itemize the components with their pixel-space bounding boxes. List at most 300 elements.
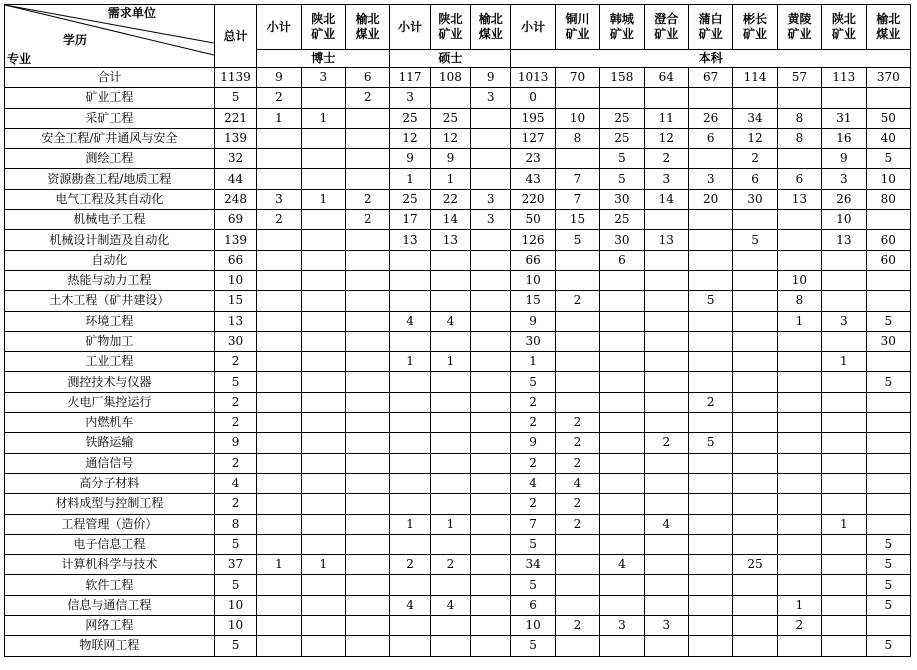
table-cell	[777, 230, 821, 250]
table-cell: 2	[555, 616, 599, 636]
table-cell: 1	[390, 352, 430, 372]
table-cell: 7	[555, 189, 599, 209]
row-major-name: 火电厂集控运行	[5, 392, 215, 412]
table-cell	[430, 413, 470, 433]
table-cell	[555, 575, 599, 595]
table-cell: 13	[390, 230, 430, 250]
table-cell	[257, 291, 301, 311]
table-cell: 1	[430, 352, 470, 372]
table-row	[5, 250, 911, 270]
table-cell: 5	[866, 372, 910, 392]
table-row	[5, 433, 911, 453]
table-cell	[471, 555, 511, 575]
header-group-1: 硕士	[390, 50, 511, 68]
table-cell	[822, 372, 866, 392]
table-cell	[866, 270, 910, 290]
table-cell	[866, 413, 910, 433]
table-cell: 50	[511, 210, 555, 230]
table-cell	[866, 453, 910, 473]
header-col-5: 榆北 煤业	[471, 5, 511, 50]
table-cell: 25	[390, 189, 430, 209]
table-cell: 30	[600, 230, 644, 250]
table-cell: 3	[471, 210, 511, 230]
table-cell	[644, 595, 688, 615]
table-cell	[555, 270, 599, 290]
table-cell	[390, 494, 430, 514]
table-cell: 1	[390, 514, 430, 534]
row-major-name: 机械电子工程	[5, 210, 215, 230]
table-cell	[555, 372, 599, 392]
table-cell	[688, 636, 732, 656]
table-cell: 34	[733, 108, 777, 128]
row-total: 2	[214, 413, 256, 433]
table-cell	[866, 433, 910, 453]
table-cell	[644, 311, 688, 331]
table-cell	[257, 413, 301, 433]
row-major-name: 自动化	[5, 250, 215, 270]
table-cell: 4	[430, 311, 470, 331]
row-total: 5	[214, 636, 256, 656]
table-cell	[688, 575, 732, 595]
table-cell: 4	[430, 595, 470, 615]
table-cell: 13	[430, 230, 470, 250]
table-cell: 25	[600, 108, 644, 128]
row-total: 139	[214, 128, 256, 148]
table-cell	[430, 616, 470, 636]
row-major-name: 计算机科学与技术	[5, 555, 215, 575]
table-cell	[733, 372, 777, 392]
table-cell: 4	[555, 473, 599, 493]
table-row	[5, 473, 911, 493]
table-cell	[688, 88, 732, 108]
row-total: 4	[214, 473, 256, 493]
table-cell	[822, 636, 866, 656]
table-cell: 9	[511, 433, 555, 453]
table-cell	[471, 433, 511, 453]
table-cell: 5	[866, 534, 910, 554]
table-row	[5, 514, 911, 534]
table-cell	[688, 534, 732, 554]
table-cell	[644, 494, 688, 514]
table-cell: 5	[555, 230, 599, 250]
table-cell	[257, 616, 301, 636]
table-cell	[301, 392, 345, 412]
table-cell: 8	[777, 108, 821, 128]
table-cell: 7	[555, 169, 599, 189]
table-cell: 12	[390, 128, 430, 148]
table-cell: 3	[257, 189, 301, 209]
table-cell	[600, 413, 644, 433]
table-cell: 50	[866, 108, 910, 128]
table-cell	[644, 392, 688, 412]
table-cell: 15	[555, 210, 599, 230]
table-cell	[866, 473, 910, 493]
table-cell: 3	[644, 169, 688, 189]
table-cell	[257, 595, 301, 615]
table-cell: 1	[777, 595, 821, 615]
table-cell: 2	[257, 210, 301, 230]
table-cell: 4	[600, 555, 644, 575]
row-total: 30	[214, 331, 256, 351]
header-col-2: 榆北 煤业	[345, 5, 389, 50]
table-cell	[345, 433, 389, 453]
row-total: 221	[214, 108, 256, 128]
table-cell	[822, 616, 866, 636]
row-major-name: 通信信号	[5, 453, 215, 473]
table-cell	[257, 149, 301, 169]
table-cell	[644, 250, 688, 270]
table-cell: 5	[511, 575, 555, 595]
table-cell	[345, 413, 389, 433]
header-total: 总计	[214, 5, 256, 68]
table-cell: 13	[777, 189, 821, 209]
table-cell	[555, 636, 599, 656]
header-col-4: 陕北 矿业	[430, 5, 470, 50]
table-row	[5, 331, 911, 351]
table-cell: 4	[644, 514, 688, 534]
table-cell: 16	[822, 128, 866, 148]
table-cell: 2	[511, 453, 555, 473]
table-cell: 10	[511, 616, 555, 636]
table-cell: 2	[257, 88, 301, 108]
table-cell: 3	[301, 68, 345, 88]
table-cell	[430, 270, 470, 290]
table-cell	[600, 534, 644, 554]
table-cell: 2	[345, 88, 389, 108]
table-cell: 6	[600, 250, 644, 270]
table-cell	[430, 534, 470, 554]
table-cell: 370	[866, 68, 910, 88]
table-cell: 1	[301, 108, 345, 128]
table-cell	[345, 291, 389, 311]
table-cell	[301, 514, 345, 534]
table-cell	[301, 534, 345, 554]
header-col-10: 蒲白 矿业	[688, 5, 732, 50]
row-major-name: 铁路运输	[5, 433, 215, 453]
table-cell: 6	[345, 68, 389, 88]
table-cell	[644, 473, 688, 493]
row-total: 5	[214, 575, 256, 595]
table-cell: 2	[555, 494, 599, 514]
table-cell: 5	[866, 555, 910, 575]
table-cell	[390, 473, 430, 493]
table-cell	[301, 616, 345, 636]
table-cell: 13	[644, 230, 688, 250]
table-cell	[777, 494, 821, 514]
table-cell	[733, 331, 777, 351]
table-cell: 9	[390, 149, 430, 169]
table-cell	[471, 636, 511, 656]
table-cell	[257, 250, 301, 270]
table-cell	[257, 392, 301, 412]
table-cell	[555, 250, 599, 270]
table-cell: 26	[822, 189, 866, 209]
table-cell	[390, 250, 430, 270]
table-cell	[777, 352, 821, 372]
table-cell	[345, 555, 389, 575]
table-cell: 5	[511, 636, 555, 656]
table-cell	[345, 372, 389, 392]
row-major-name: 合计	[5, 68, 215, 88]
table-cell	[257, 372, 301, 392]
table-cell: 40	[866, 128, 910, 148]
table-cell: 8	[777, 128, 821, 148]
table-cell	[301, 595, 345, 615]
table-cell	[644, 291, 688, 311]
table-row	[5, 189, 911, 209]
row-major-name: 土木工程（矿井建设）	[5, 291, 215, 311]
table-cell	[257, 311, 301, 331]
row-total: 2	[214, 453, 256, 473]
table-cell	[471, 413, 511, 433]
table-cell	[822, 433, 866, 453]
table-cell	[301, 230, 345, 250]
table-cell: 1013	[511, 68, 555, 88]
table-cell	[555, 555, 599, 575]
header-col-9: 澄合 矿业	[644, 5, 688, 50]
table-cell: 10	[866, 169, 910, 189]
table-cell: 108	[430, 68, 470, 88]
table-cell	[430, 636, 470, 656]
table-cell	[644, 210, 688, 230]
table-cell	[688, 413, 732, 433]
table-cell	[471, 128, 511, 148]
header-col-14: 榆北 煤业	[866, 5, 910, 50]
table-cell	[822, 270, 866, 290]
table-cell	[644, 413, 688, 433]
table-cell	[345, 108, 389, 128]
table-cell	[257, 473, 301, 493]
table-cell	[301, 413, 345, 433]
table-cell	[733, 250, 777, 270]
row-total: 9	[214, 433, 256, 453]
corner-label-major: 专业	[7, 52, 32, 66]
table-cell	[777, 433, 821, 453]
header-col-12: 黄陵 矿业	[777, 5, 821, 50]
table-cell	[822, 250, 866, 270]
table-cell	[345, 575, 389, 595]
table-cell	[430, 291, 470, 311]
row-total: 66	[214, 250, 256, 270]
table-cell	[345, 494, 389, 514]
table-cell: 1	[430, 514, 470, 534]
row-major-name: 矿物加工	[5, 331, 215, 351]
table-cell: 60	[866, 230, 910, 250]
row-total: 139	[214, 230, 256, 250]
table-cell	[777, 331, 821, 351]
table-cell	[390, 575, 430, 595]
table-cell: 5	[600, 169, 644, 189]
table-cell	[345, 331, 389, 351]
row-total: 15	[214, 291, 256, 311]
table-cell: 158	[600, 68, 644, 88]
table-cell	[600, 514, 644, 534]
table-row	[5, 413, 911, 433]
table-cell: 26	[688, 108, 732, 128]
table-cell	[301, 636, 345, 656]
table-cell	[822, 392, 866, 412]
table-cell	[822, 494, 866, 514]
table-cell: 17	[390, 210, 430, 230]
table-cell	[257, 270, 301, 290]
table-cell	[822, 88, 866, 108]
header-col-7: 铜川 矿业	[555, 5, 599, 50]
row-major-name: 内燃机车	[5, 413, 215, 433]
table-cell: 1	[257, 555, 301, 575]
row-major-name: 测控技术与仪器	[5, 372, 215, 392]
table-cell: 30	[600, 189, 644, 209]
row-major-name: 信息与通信工程	[5, 595, 215, 615]
table-cell: 1	[390, 169, 430, 189]
table-cell	[777, 514, 821, 534]
table-cell	[600, 575, 644, 595]
table-cell	[257, 494, 301, 514]
table-cell	[822, 575, 866, 595]
table-row	[5, 494, 911, 514]
table-cell: 2	[555, 514, 599, 534]
table-cell: 7	[511, 514, 555, 534]
table-cell: 2	[345, 189, 389, 209]
table-cell	[471, 534, 511, 554]
table-cell: 25	[430, 108, 470, 128]
corner-label-degree: 学历	[63, 33, 88, 47]
row-total: 44	[214, 169, 256, 189]
table-cell	[600, 331, 644, 351]
table-cell: 64	[644, 68, 688, 88]
header-group-2: 本科	[511, 50, 911, 68]
table-cell: 2	[430, 555, 470, 575]
table-cell	[600, 636, 644, 656]
table-cell	[733, 311, 777, 331]
table-cell	[471, 270, 511, 290]
table-cell: 22	[430, 189, 470, 209]
row-major-name: 矿业工程	[5, 88, 215, 108]
table-cell: 113	[822, 68, 866, 88]
row-total: 8	[214, 514, 256, 534]
table-row	[5, 88, 911, 108]
header-row-units	[5, 5, 911, 50]
table-row	[5, 352, 911, 372]
table-cell	[866, 392, 910, 412]
table-cell: 5	[733, 230, 777, 250]
table-cell: 2	[733, 149, 777, 169]
header-col-11: 彬长 矿业	[733, 5, 777, 50]
table-cell: 23	[511, 149, 555, 169]
table-cell	[688, 352, 732, 372]
table-cell	[600, 372, 644, 392]
table-cell: 80	[866, 189, 910, 209]
table-cell: 8	[777, 291, 821, 311]
table-cell	[345, 149, 389, 169]
table-cell: 5	[866, 575, 910, 595]
table-cell: 2	[555, 433, 599, 453]
table-cell	[822, 555, 866, 575]
table-cell: 5	[866, 311, 910, 331]
table-cell	[866, 291, 910, 311]
table-cell	[301, 372, 345, 392]
table-cell: 1	[301, 555, 345, 575]
table-cell	[733, 210, 777, 230]
table-cell	[257, 230, 301, 250]
table-cell	[644, 372, 688, 392]
table-cell: 8	[555, 128, 599, 148]
table-cell	[733, 392, 777, 412]
table-cell	[555, 311, 599, 331]
table-header	[5, 5, 911, 68]
table-cell	[390, 372, 430, 392]
table-cell	[345, 250, 389, 270]
table-cell: 2	[644, 433, 688, 453]
table-cell	[733, 575, 777, 595]
table-cell	[257, 514, 301, 534]
table-cell	[555, 392, 599, 412]
table-row	[5, 616, 911, 636]
table-cell	[301, 453, 345, 473]
table-cell	[777, 555, 821, 575]
table-cell	[688, 514, 732, 534]
row-major-name: 热能与动力工程	[5, 270, 215, 290]
row-total: 69	[214, 210, 256, 230]
row-major-name: 环境工程	[5, 311, 215, 331]
table-cell	[430, 433, 470, 453]
table-cell	[644, 534, 688, 554]
table-cell: 2	[345, 210, 389, 230]
header-col-8: 韩城 矿业	[600, 5, 644, 50]
table-cell	[471, 575, 511, 595]
table-cell	[390, 453, 430, 473]
table-cell: 5	[511, 534, 555, 554]
row-major-name: 高分子材料	[5, 473, 215, 493]
table-row	[5, 595, 911, 615]
table-cell	[688, 331, 732, 351]
table-cell: 6	[688, 128, 732, 148]
table-cell: 34	[511, 555, 555, 575]
table-cell	[390, 270, 430, 290]
table-cell	[822, 534, 866, 554]
table-cell	[777, 534, 821, 554]
table-cell	[430, 250, 470, 270]
table-cell: 57	[777, 68, 821, 88]
table-cell	[777, 149, 821, 169]
row-major-name: 采矿工程	[5, 108, 215, 128]
table-cell	[777, 88, 821, 108]
table-cell: 5	[688, 433, 732, 453]
table-row	[5, 575, 911, 595]
table-cell: 25	[390, 108, 430, 128]
table-cell: 2	[511, 392, 555, 412]
table-cell	[390, 534, 430, 554]
row-major-name: 物联网工程	[5, 636, 215, 656]
table-cell	[866, 210, 910, 230]
table-cell	[777, 250, 821, 270]
table-cell	[733, 88, 777, 108]
table-cell: 25	[733, 555, 777, 575]
table-cell: 114	[733, 68, 777, 88]
table-cell	[471, 311, 511, 331]
table-row	[5, 108, 911, 128]
table-cell	[644, 453, 688, 473]
table-cell: 25	[600, 128, 644, 148]
table-cell	[471, 352, 511, 372]
table-cell	[733, 616, 777, 636]
table-cell: 10	[511, 270, 555, 290]
row-major-name: 机械设计制造及自动化	[5, 230, 215, 250]
row-major-name: 测绘工程	[5, 149, 215, 169]
table-row	[5, 68, 911, 88]
row-major-name: 工业工程	[5, 352, 215, 372]
row-total: 248	[214, 189, 256, 209]
header-col-3: 小计	[390, 5, 430, 50]
